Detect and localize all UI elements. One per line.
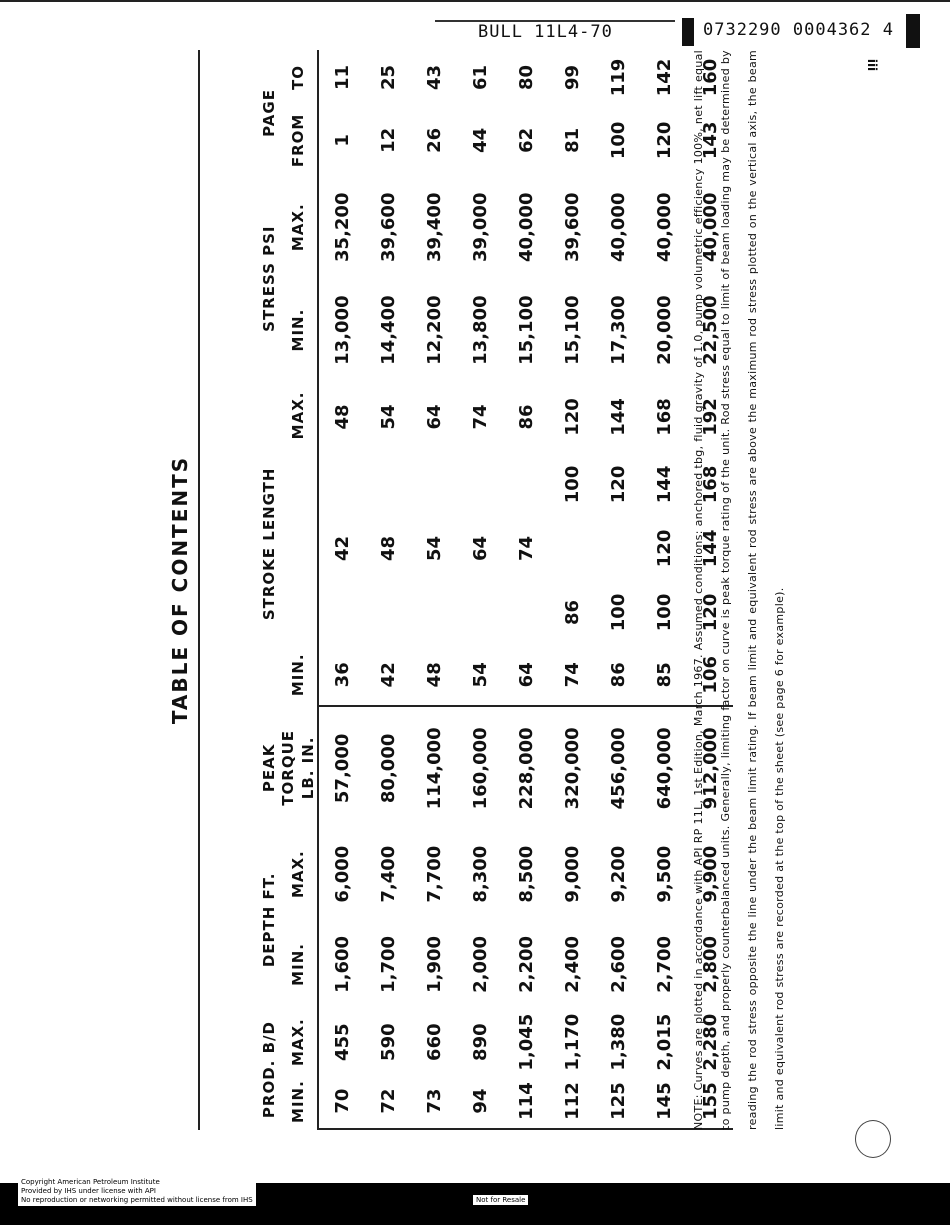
stress-min-cell: 22,500 — [699, 295, 721, 365]
stroke-cell: 48 — [377, 535, 399, 561]
depth-max-cell: 7,700 — [423, 845, 445, 903]
torque-cell: 80,000 — [377, 733, 399, 804]
prod-max-cell: 1,045 — [515, 1013, 537, 1071]
prod-header: PROD. B/D — [260, 1021, 278, 1119]
depth-min-cell: 1,600 — [331, 935, 353, 993]
table-row — [595, 50, 641, 1129]
depth-min-cell: 2,600 — [607, 935, 629, 993]
torque-cell: 640,000 — [653, 727, 675, 810]
stroke-cell — [318, 452, 365, 516]
page-from-cell: 44 — [469, 127, 491, 153]
table-row — [411, 50, 457, 1129]
contents-table — [260, 50, 733, 1130]
depth-max-cell: 8,500 — [515, 845, 537, 903]
stroke-cell: 42 — [331, 535, 353, 561]
table-row — [503, 50, 549, 1129]
page-to-cell: 61 — [469, 64, 491, 91]
depth-min-cell: 2,200 — [515, 935, 537, 993]
copyright-notice — [18, 1177, 256, 1206]
page-to-cell: 80 — [515, 64, 537, 91]
stress-max-cell: 39,600 — [377, 192, 399, 262]
page-to-cell: 43 — [423, 64, 445, 91]
stress-max-header: MAX. — [278, 176, 318, 279]
prod-min-header: MIN. — [278, 1074, 318, 1129]
stroke-cell: 64 — [469, 535, 491, 561]
stroke-cell: 100 — [653, 593, 675, 632]
stroke-min-header: MIN. — [278, 644, 318, 706]
prod-max-header: MAX. — [278, 1010, 318, 1074]
prod-min-cell: 70 — [318, 1074, 365, 1129]
stress-max-cell: 40,000 — [607, 192, 629, 262]
stroke-cell: 168 — [653, 398, 675, 436]
stroke-cell — [411, 452, 457, 516]
prod-min-cell: 94 — [457, 1074, 503, 1129]
stress-max-cell: 40,000 — [653, 192, 675, 262]
stroke-cell: 120 — [653, 529, 675, 568]
punch-hole-circle — [855, 1120, 891, 1158]
prod-min-cell: 112 — [549, 1074, 595, 1129]
copyright-line-1: Copyright American Petroleum Institute — [21, 1178, 160, 1186]
stress-min-cell: 13,800 — [469, 295, 491, 365]
prod-max-cell: 2,280 — [699, 1013, 721, 1071]
stroke-cell: 120 — [561, 398, 583, 436]
page-from-cell: 120 — [653, 121, 675, 160]
note-text: NOTE: Curves are plotted in accordance with API RP 11L, 1st Edition, March 1967. Assumed conditions: anchored tbg, fluid gravity of 1.0, pump volumetric efficiency 100%, net lift equal to pump depth, and properly counterbalanced units. Generally, limiting factor on curve is peak torque rating of the unit. Rod stress equal to limit of beam loading may be determined by reading the rod stress opposite the line under the beam limit rating. If beam limit and equivalent rod stress are above the maximum rod stress plotted on the vertical axis, the beam limit and equivalent rod stress are recorded at the top of the sheet (see page 6 for example). — [692, 50, 786, 1130]
prod-max-cell: 2,015 — [653, 1013, 675, 1071]
page-from-header: FROM — [278, 105, 318, 176]
contents-table-body — [318, 50, 733, 1129]
stroke-header: STROKE LENGTH — [260, 467, 278, 621]
stroke-cell — [503, 452, 549, 516]
torque-cell: 114,000 — [423, 727, 445, 810]
stress-min-cell: 17,300 — [607, 295, 629, 365]
stroke-cell: 86 — [561, 599, 583, 625]
page-from-cell: 26 — [423, 127, 445, 153]
stroke-cell: 120 — [607, 465, 629, 504]
depth-min-cell: 2,000 — [469, 935, 491, 993]
not-for-resale-label: Not for Resale — [473, 1195, 528, 1205]
bulletin-number: BULL 11L4-70 — [478, 22, 613, 42]
page-from-cell: 143 — [699, 121, 721, 160]
stroke-cell: 144 — [653, 465, 675, 504]
depth-max-header: MAX. — [278, 830, 318, 919]
stress-min-cell: 13,000 — [331, 295, 353, 365]
stroke-cell: 54 — [377, 404, 399, 430]
page-to-cell: 119 — [607, 58, 629, 97]
depth-min-cell: 1,900 — [423, 935, 445, 993]
stroke-cell: 192 — [699, 398, 721, 436]
torque-cell: 160,000 — [469, 727, 491, 810]
stroke-cell: 54 — [423, 535, 445, 561]
torque-header-3: LB. IN. — [298, 706, 318, 829]
header-row-2 — [278, 50, 298, 1129]
prod-max-cell: 890 — [469, 1023, 491, 1061]
stroke-cell: 54 — [457, 644, 503, 706]
page-from-cell: 12 — [377, 127, 399, 153]
stroke-cell: 48 — [411, 644, 457, 706]
prod-min-cell: 125 — [595, 1074, 641, 1129]
stroke-cell: 106 — [687, 644, 733, 706]
depth-min-cell: 2,700 — [653, 935, 675, 993]
stroke-cell: 144 — [699, 529, 721, 568]
depth-max-cell: 6,000 — [331, 845, 353, 903]
stress-max-cell: 39,400 — [423, 192, 445, 262]
stroke-cell — [411, 580, 457, 644]
stroke-cell: 74 — [549, 644, 595, 706]
torque-cell: 228,000 — [515, 727, 537, 810]
stress-min-cell: 15,100 — [515, 295, 537, 365]
depth-min-cell: 2,800 — [699, 935, 721, 993]
stress-min-header: MIN. — [278, 279, 318, 382]
prod-min-cell: 72 — [365, 1074, 411, 1129]
depth-min-header: MIN. — [278, 919, 318, 1010]
stroke-cell: 36 — [318, 644, 365, 706]
stroke-cell: 85 — [641, 644, 687, 706]
torque-cell: 57,000 — [331, 733, 353, 804]
depth-max-cell: 9,500 — [653, 845, 675, 903]
rotated-page-content — [160, 50, 786, 1130]
stroke-cell: 100 — [561, 465, 583, 504]
page-from-cell: 62 — [515, 127, 537, 153]
black-marker-right — [906, 14, 920, 48]
page-from-cell: 100 — [607, 121, 629, 160]
page-from-cell: 81 — [561, 127, 583, 153]
stroke-cell: 64 — [423, 404, 445, 430]
stroke-cell — [595, 516, 641, 580]
prod-max-cell: 1,170 — [561, 1013, 583, 1071]
depth-max-cell: 9,000 — [561, 845, 583, 903]
page-header: PAGE — [260, 89, 278, 137]
page-to-cell: 160 — [699, 58, 721, 97]
header-row-1 — [260, 50, 278, 1129]
title-rule — [198, 50, 200, 1130]
table-row — [365, 50, 411, 1129]
stroke-cell: 120 — [699, 593, 721, 632]
stroke-cell — [549, 516, 595, 580]
stress-min-cell: 15,100 — [561, 295, 583, 365]
page-to-cell: 142 — [653, 58, 675, 97]
page-from-cell: 1 — [331, 134, 353, 147]
prod-min-cell: 145 — [641, 1074, 687, 1129]
stroke-cell — [503, 580, 549, 644]
stroke-cell — [457, 580, 503, 644]
black-marker-left — [682, 18, 694, 46]
stroke-cell: 42 — [365, 644, 411, 706]
depth-min-cell: 1,700 — [377, 935, 399, 993]
stroke-cell: 100 — [607, 593, 629, 632]
prod-max-cell: 660 — [423, 1023, 445, 1061]
torque-cell: 456,000 — [607, 727, 629, 810]
torque-cell: 320,000 — [561, 727, 583, 810]
table-row — [641, 50, 687, 1129]
page-to-cell: 25 — [377, 64, 399, 91]
stroke-cell: 48 — [331, 404, 353, 430]
stress-max-cell: 40,000 — [699, 192, 721, 262]
prod-max-cell: 590 — [377, 1023, 399, 1061]
prod-min-cell: 155 — [687, 1074, 733, 1129]
top-border — [0, 0, 950, 2]
stroke-cell — [365, 580, 411, 644]
torque-header-2: TORQUE — [279, 730, 297, 806]
page-title: TABLE OF CONTENTS — [168, 455, 192, 725]
depth-max-cell: 7,400 — [377, 845, 399, 903]
stroke-cell: 86 — [595, 644, 641, 706]
stroke-cell: 86 — [515, 404, 537, 430]
stroke-cell: 144 — [607, 398, 629, 436]
stress-max-cell: 40,000 — [515, 192, 537, 262]
stress-min-cell: 14,400 — [377, 295, 399, 365]
table-row — [457, 50, 503, 1129]
stroke-cell: 74 — [469, 404, 491, 430]
stroke-cell: 64 — [503, 644, 549, 706]
table-row — [318, 50, 365, 1129]
prod-min-cell: 114 — [503, 1074, 549, 1129]
stress-max-cell: 39,000 — [469, 192, 491, 262]
torque-cell: 912,000 — [699, 727, 721, 810]
stress-header: STRESS PSI — [260, 225, 278, 332]
copyright-line-3: No reproduction or networking permitted without license from IHS — [21, 1196, 253, 1204]
stroke-cell: 74 — [515, 535, 537, 561]
stroke-cell — [457, 452, 503, 516]
stress-max-cell: 39,600 — [561, 192, 583, 262]
prod-max-cell: 1,380 — [607, 1013, 629, 1071]
page-marker: iii — [865, 58, 880, 72]
stress-max-cell: 35,200 — [331, 192, 353, 262]
stroke-max-header: MAX. — [278, 382, 318, 453]
torque-header-1: PEAK — [260, 743, 278, 793]
table-row — [549, 50, 595, 1129]
document-number: 0732290 0004362 4 — [703, 20, 894, 40]
page-to-header: TO — [278, 50, 318, 105]
prod-max-cell: 455 — [331, 1023, 353, 1061]
depth-max-cell: 8,300 — [469, 845, 491, 903]
stroke-cell: 168 — [699, 465, 721, 504]
depth-max-cell: 9,200 — [607, 845, 629, 903]
stress-min-cell: 12,200 — [423, 295, 445, 365]
depth-header: DEPTH FT. — [260, 872, 278, 968]
stroke-cell — [365, 452, 411, 516]
page-to-cell: 11 — [331, 64, 353, 91]
copyright-line-2: Provided by IHS under license with API — [21, 1187, 156, 1195]
depth-min-cell: 2,400 — [561, 935, 583, 993]
stress-min-cell: 20,000 — [653, 295, 675, 365]
prod-min-cell: 73 — [411, 1074, 457, 1129]
depth-max-cell: 9,900 — [699, 845, 721, 903]
page-to-cell: 99 — [561, 64, 583, 91]
stroke-cell — [318, 580, 365, 644]
